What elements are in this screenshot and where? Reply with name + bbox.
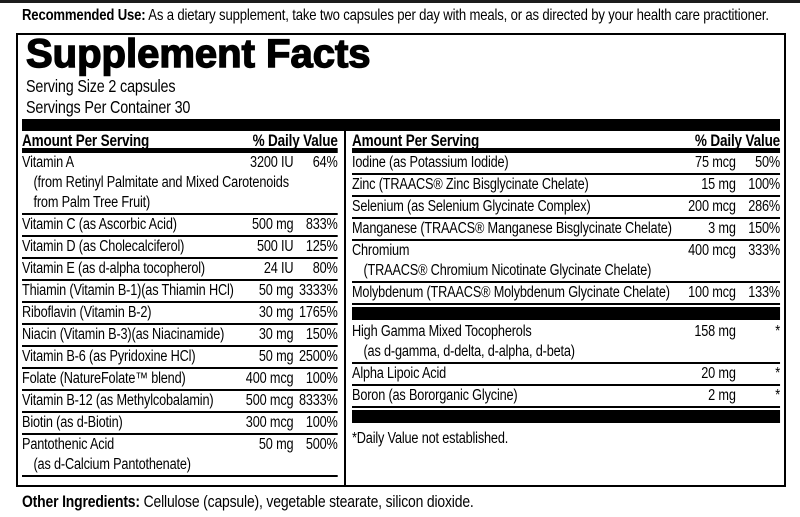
recommended-use-label: Recommended Use: bbox=[22, 7, 146, 24]
nutrient-amount: 200 mcg bbox=[688, 198, 736, 215]
nutrient-amount: 3200 IU bbox=[250, 154, 294, 171]
nutrient-name: Niacin (Vitamin B-3)(as Niacinamide) bbox=[22, 326, 225, 343]
nutrient-daily-value: 150% bbox=[305, 326, 338, 343]
nutrient-row bbox=[22, 259, 338, 281]
section-divider-bar bbox=[352, 307, 780, 320]
nutrient-row bbox=[22, 391, 338, 413]
nutrient-line bbox=[22, 259, 338, 279]
nutrient-line bbox=[352, 283, 780, 303]
nutrient-amount: 30 mg bbox=[258, 304, 294, 321]
nutrient-row bbox=[352, 364, 780, 386]
nutrient-line bbox=[22, 347, 338, 367]
nutrient-daily-value: 100% bbox=[305, 370, 338, 387]
nutrient-row bbox=[352, 322, 780, 364]
nutrient-daily-value: 50% bbox=[755, 154, 781, 171]
nutrient-row bbox=[352, 197, 780, 219]
nutrient-row bbox=[352, 241, 780, 283]
nutrient-line bbox=[22, 325, 338, 345]
supplement-facts-panel bbox=[16, 33, 786, 487]
column-divider bbox=[344, 131, 346, 485]
nutrient-name: Boron (as Bororganic Glycine) bbox=[352, 387, 518, 404]
recommended-use-note bbox=[22, 6, 782, 28]
nutrient-daily-value: 64% bbox=[312, 154, 338, 171]
nutrient-name: Chromium bbox=[352, 242, 410, 259]
nutrient-amount: 3 mg bbox=[708, 220, 736, 237]
nutrient-line bbox=[22, 281, 338, 301]
nutrient-name: (as d-gamma, d-delta, d-alpha, d-beta) bbox=[363, 343, 575, 360]
nutrient-amount: 50 mg bbox=[258, 282, 294, 299]
nutrient-amount: 158 mg bbox=[694, 323, 736, 340]
nutrient-line bbox=[22, 303, 338, 323]
right-column-header bbox=[352, 131, 780, 153]
nutrient-name: Thiamin (Vitamin B-1)(as Thiamin HCl) bbox=[22, 282, 234, 299]
nutrient-daily-value: 80% bbox=[312, 260, 338, 277]
nutrient-amount: 24 IU bbox=[263, 260, 294, 277]
nutrient-name: Vitamin E (as d-alpha tocopherol) bbox=[22, 260, 205, 277]
nutrient-amount: 400 mcg bbox=[688, 242, 736, 259]
nutrient-line bbox=[22, 435, 338, 455]
nutrient-subline bbox=[22, 455, 338, 475]
nutrient-row bbox=[22, 303, 338, 325]
other-ingredients-note bbox=[22, 491, 782, 512]
other-ingredients-text: Cellulose (capsule), vegetable stearate, silicon dioxide. bbox=[139, 492, 474, 511]
nutrient-row bbox=[22, 325, 338, 347]
nutrient-name: (as d-Calcium Pantothenate) bbox=[33, 456, 191, 473]
nutrient-daily-value: 1765% bbox=[298, 304, 338, 321]
nutrient-name: Vitamin D (as Cholecalciferol) bbox=[22, 238, 185, 255]
nutrient-row bbox=[352, 386, 780, 408]
nutrient-line bbox=[352, 153, 780, 173]
nutrient-daily-value: * bbox=[775, 365, 781, 382]
nutrients-right-column bbox=[352, 131, 780, 450]
nutrient-name: Biotin (as d-Biotin) bbox=[22, 414, 123, 431]
nutrient-name: (TRAACS® Chromium Nicotinate Glycinate Chelate) bbox=[363, 262, 652, 279]
nutrient-name: Zinc (TRAACS® Zinc Bisglycinate Chelate) bbox=[352, 176, 589, 193]
nutrient-daily-value: 333% bbox=[748, 242, 781, 259]
nutrient-daily-value: 2500% bbox=[298, 348, 338, 365]
nutrient-row bbox=[22, 237, 338, 259]
nutrient-name: Manganese (TRAACS® Manganese Bisglycinate Chelate) bbox=[352, 220, 672, 237]
nutrient-name: Vitamin B-12 (as Methylcobalamin) bbox=[22, 392, 214, 409]
nutrient-daily-value: 133% bbox=[748, 284, 781, 301]
nutrient-amount: 50 mg bbox=[258, 348, 294, 365]
nutrient-name: Riboflavin (Vitamin B-2) bbox=[22, 304, 152, 321]
left-column-header bbox=[22, 131, 338, 153]
nutrient-name: Folate (NatureFolate™ blend) bbox=[22, 370, 186, 387]
nutrient-amount: 20 mg bbox=[701, 365, 736, 382]
nutrient-amount: 30 mg bbox=[258, 326, 294, 343]
nutrient-line bbox=[352, 322, 780, 342]
recommended-use-text: As a dietary supplement, take two capsules per day with meals, or as directed by your health care practitioner. bbox=[145, 7, 769, 24]
nutrient-daily-value: 833% bbox=[305, 216, 338, 233]
nutrient-daily-value: 500% bbox=[305, 436, 338, 453]
daily-value-header: % Daily Value bbox=[694, 132, 781, 150]
nutrient-daily-value: 286% bbox=[748, 198, 781, 215]
nutrient-line bbox=[352, 197, 780, 217]
nutrient-amount: 500 mg bbox=[252, 216, 294, 233]
nutrient-subline bbox=[352, 342, 780, 362]
nutrient-amount: 300 mcg bbox=[245, 414, 294, 431]
nutrient-row bbox=[22, 153, 338, 215]
nutrient-name: Pantothenic Acid bbox=[22, 436, 115, 453]
nutrient-name: Vitamin B-6 (as Pyridoxine HCl) bbox=[22, 348, 196, 365]
section-divider-bar bbox=[352, 410, 780, 423]
serving-info bbox=[26, 76, 346, 118]
nutrient-name: Selenium (as Selenium Glycinate Complex) bbox=[352, 198, 591, 215]
nutrient-amount: 15 mg bbox=[701, 176, 736, 193]
nutrient-subline bbox=[22, 173, 338, 193]
nutrient-line bbox=[352, 241, 780, 261]
nutrient-line bbox=[352, 175, 780, 195]
nutrient-line bbox=[22, 215, 338, 235]
nutrient-row bbox=[22, 281, 338, 303]
nutrient-daily-value: 8333% bbox=[298, 392, 338, 409]
nutrient-daily-value: * bbox=[775, 387, 781, 404]
nutrient-row bbox=[352, 283, 780, 305]
nutrient-name: Alpha Lipoic Acid bbox=[352, 365, 447, 382]
nutrient-daily-value: 100% bbox=[748, 176, 781, 193]
nutrient-subline bbox=[22, 193, 338, 213]
nutrient-line bbox=[352, 219, 780, 239]
amount-per-serving-header: Amount Per Serving bbox=[22, 132, 150, 150]
nutrient-line bbox=[22, 391, 338, 411]
nutrient-row bbox=[22, 347, 338, 369]
nutrient-name: Molybdenum (TRAACS® Molybdenum Glycinate Chelate) bbox=[352, 284, 670, 301]
nutrient-line bbox=[22, 237, 338, 257]
nutrient-subline bbox=[352, 261, 780, 281]
top-edge-line bbox=[0, 0, 800, 3]
nutrient-name: Iodine (as Potassium Iodide) bbox=[352, 154, 509, 171]
nutrient-amount: 500 mcg bbox=[245, 392, 294, 409]
nutrient-row bbox=[22, 413, 338, 435]
servings-per-container: Servings Per Container 30 bbox=[26, 97, 191, 117]
nutrient-amount: 500 IU bbox=[256, 238, 294, 255]
nutrient-daily-value: 150% bbox=[748, 220, 781, 237]
daily-value-header: % Daily Value bbox=[252, 132, 338, 150]
nutrient-amount: 100 mcg bbox=[688, 284, 736, 301]
nutrient-row bbox=[352, 153, 780, 175]
nutrient-daily-value: * bbox=[775, 323, 781, 340]
nutrient-row bbox=[22, 435, 338, 477]
nutrient-amount: 50 mg bbox=[258, 436, 294, 453]
nutrient-row bbox=[22, 369, 338, 391]
nutrient-name: (from Retinyl Palmitate and Mixed Carotenoids bbox=[33, 174, 289, 191]
nutrient-line bbox=[352, 364, 780, 384]
nutrient-daily-value: 100% bbox=[305, 414, 338, 431]
nutrients-left-column bbox=[22, 131, 338, 477]
nutrient-row bbox=[352, 219, 780, 241]
nutrient-line bbox=[352, 386, 780, 406]
nutrient-name: High Gamma Mixed Tocopherols bbox=[352, 323, 532, 340]
nutrient-daily-value: 3333% bbox=[298, 282, 338, 299]
nutrient-line bbox=[22, 153, 338, 173]
other-ingredients-label: Other Ingredients: bbox=[22, 492, 140, 511]
nutrient-name: from Palm Tree Fruit) bbox=[33, 194, 151, 211]
header-separator-bar bbox=[22, 119, 780, 131]
nutrient-name: Vitamin A bbox=[22, 154, 74, 171]
nutrient-line bbox=[22, 369, 338, 389]
daily-value-footnote: *Daily Value not established. bbox=[352, 430, 509, 447]
panel-title: Supplement Facts bbox=[26, 32, 371, 76]
nutrient-daily-value: 125% bbox=[305, 238, 338, 255]
amount-per-serving-header: Amount Per Serving bbox=[352, 132, 480, 150]
nutrient-amount: 2 mg bbox=[708, 387, 736, 404]
nutrient-amount: 400 mcg bbox=[245, 370, 294, 387]
nutrient-row bbox=[22, 215, 338, 237]
nutrient-row bbox=[352, 175, 780, 197]
serving-size: Serving Size 2 capsules bbox=[26, 76, 176, 96]
nutrient-name: Vitamin C (as Ascorbic Acid) bbox=[22, 216, 177, 233]
nutrient-amount: 75 mcg bbox=[695, 154, 736, 171]
nutrient-line bbox=[22, 413, 338, 433]
